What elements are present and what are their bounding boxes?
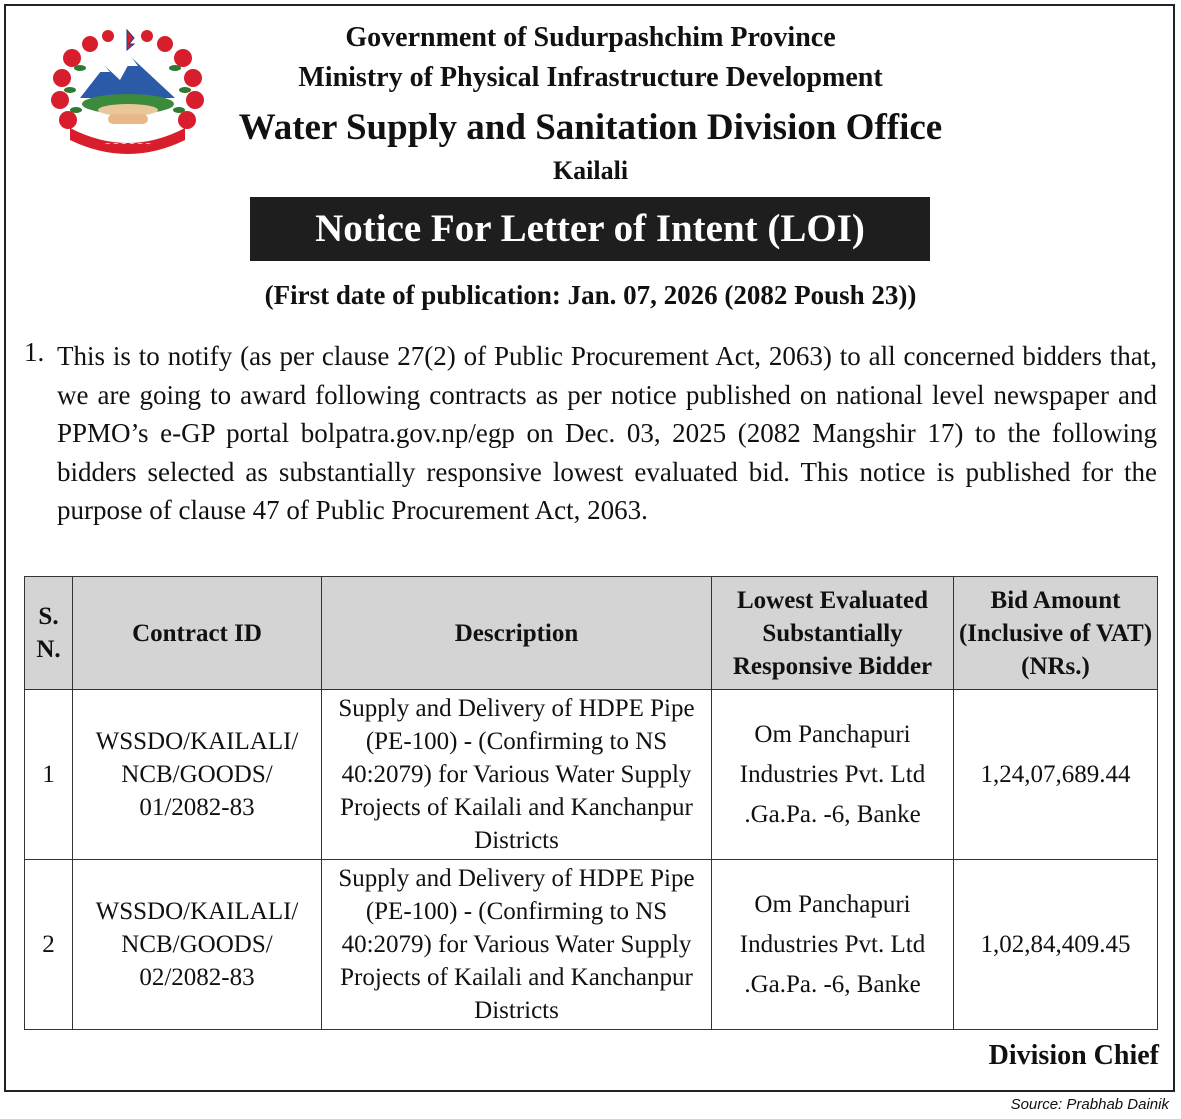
district-name: Kailali — [552, 156, 629, 185]
row-description: Supply and Delivery of HDPE Pipe (PE-100) - (Confirming to NS 40:2079) for Various Water Supply Projects of Kailali and Kanchanpur Districts — [322, 860, 712, 1030]
paragraph-number: 1. — [24, 337, 45, 367]
contracts-table — [24, 576, 1158, 1030]
header-amount: Bid Amount (Inclusive of VAT) (NRs.) — [954, 577, 1158, 690]
row-sn: 2 — [25, 860, 73, 1030]
row-contract-id: WSSDO/KAILALI/ NCB/GOODS/ 02/2082-83 — [73, 860, 322, 1030]
header-contract-id: Contract ID — [73, 577, 322, 690]
row-amount: 1,02,84,409.45 — [954, 860, 1158, 1030]
publication-date: (First date of publication: Jan. 07, 2026 (2082 Poush 23)) — [264, 280, 917, 310]
notice-title: Notice For Letter of Intent (LOI) — [250, 197, 930, 261]
header-description: Description — [322, 577, 712, 690]
table-row — [25, 860, 1158, 1030]
row-bidder: Om Panchapuri Industries Pvt. Ltd .Ga.Pa. -6, Banke — [712, 860, 954, 1030]
ministry-line: Ministry of Physical Infrastructure Development — [298, 62, 883, 93]
source-credit: Source: Prabhab Dainik — [1010, 1096, 1169, 1113]
row-sn: 1 — [25, 690, 73, 860]
government-line: Government of Sudurpashchim Province — [345, 22, 836, 53]
header-sn: S. N. — [25, 577, 73, 690]
row-contract-id: WSSDO/KAILALI/ NCB/GOODS/ 01/2082-83 — [73, 690, 322, 860]
table-header-row — [25, 577, 1158, 690]
svg-text:~ ~ ~ ~ ~ ~: ~ ~ ~ ~ ~ ~ — [104, 140, 152, 148]
header-bidder: Lowest Evaluated Substantially Responsive Bidder — [712, 577, 954, 690]
table-row — [25, 690, 1158, 860]
row-amount: 1,24,07,689.44 — [954, 690, 1158, 860]
notice-paragraph: This is to notify (as per clause 27(2) of Public Procurement Act, 2063) to all concerned bidders that, we are going to award following contracts as per notice published on national level newspaper and PPMO’s e-GP portal bolpatra.gov.np/egp on Dec. 03, 2025 (2082 Mangshir 17) to the following bidders selected as substantially responsive lowest evaluated bid. This notice is published for the purpose of clause 47 of Public Procurement Act, 2063. — [57, 341, 1157, 526]
office-name: Water Supply and Sanitation Division Office — [238, 107, 943, 148]
row-description: Supply and Delivery of HDPE Pipe (PE-100) - (Confirming to NS 40:2079) for Various Water Supply Projects of Kailali and Kanchanpur Districts — [322, 690, 712, 860]
row-bidder: Om Panchapuri Industries Pvt. Ltd .Ga.Pa. -6, Banke — [712, 690, 954, 860]
signature-title: Division Chief — [988, 1040, 1159, 1071]
